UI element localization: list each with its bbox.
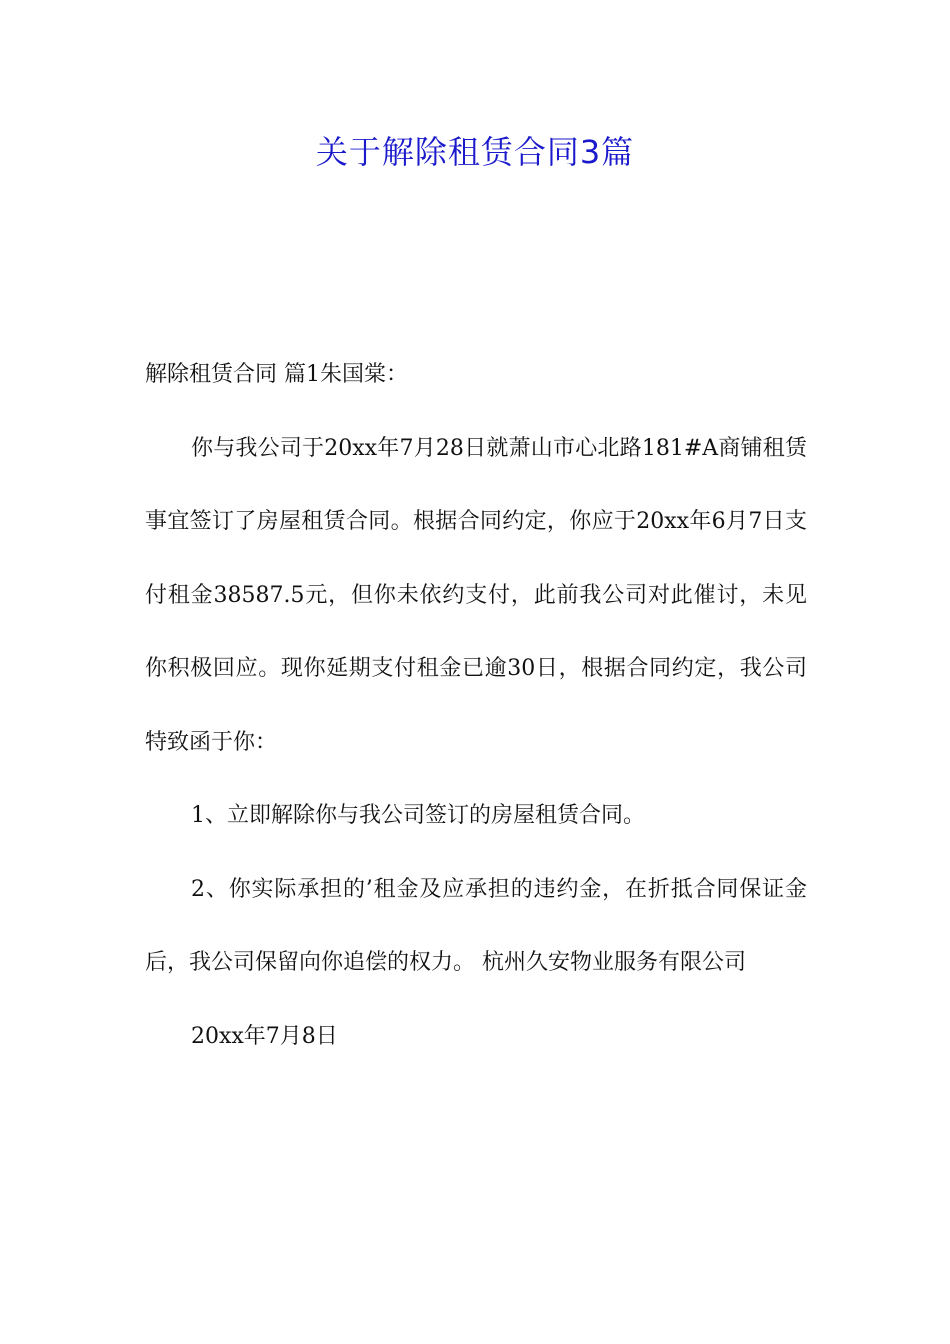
document-body [145,338,807,1073]
date-paragraph: 20xx年7月8日 [191,1023,338,1049]
salutation-paragraph: 解除租赁合同 篇1朱国棠： [145,362,408,387]
item-1-paragraph: 1、立即解除你与我公司签订的房屋租赁合同。 [191,803,645,828]
item-2-paragraph: 2、你实际承担的’租金及应承担的违约金，在折抵合同保证金后，我公司保留向你追偿的权力。 杭州久安物业服务有限公司 [145,876,807,975]
document-title: 关于解除租赁合同3篇 [315,133,635,171]
notice-paragraph: 你与我公司于20xx年7月28日就萧山市心北路181#A商铺租赁事宜签订了房屋租赁合同。根据合同约定，你应于20xx年6月7日支付租金38587.5元，但你未依约支付，此前我公司对此催讨，未见你积极回应。现你延期支付租金已逾30日，根据合同约定，我公司特致函于你： [145,435,807,755]
